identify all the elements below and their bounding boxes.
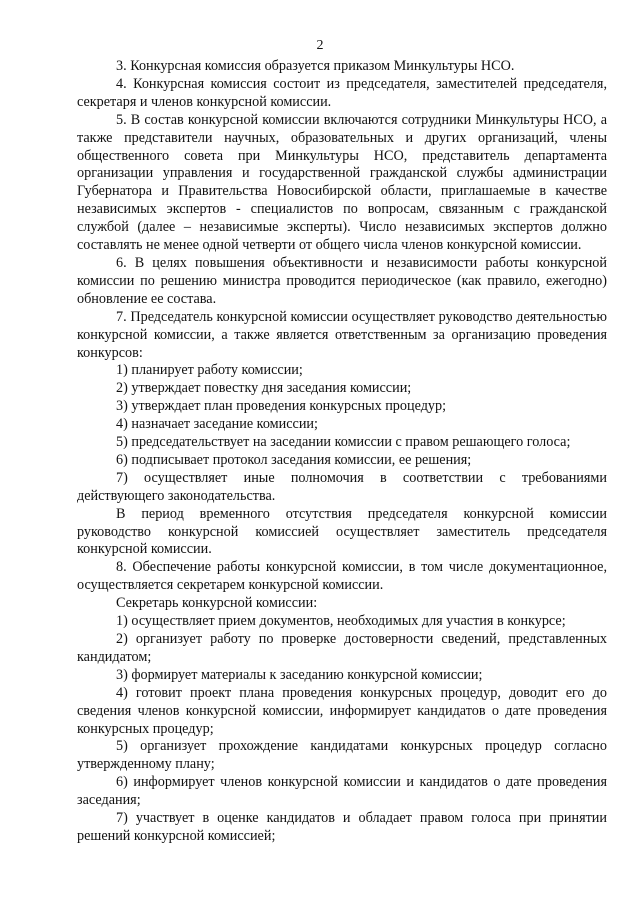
secretary-duty-3: 3) формирует материалы к заседанию конкурсной комиссии; [116, 666, 483, 683]
secretary-duty-6: 6) информирует членов конкурсной комиссии и кандидатов о дате проведения заседания; [77, 774, 607, 809]
chairman-absence-paragraph: В период временного отсутствия председателя конкурсной комиссии руководство конкурсной комиссией осуществляет заместитель председателя конкурсной комиссии. [77, 505, 607, 558]
secretary-heading: Секретарь конкурсной комиссии: [116, 595, 318, 612]
secretary-duty-7: 7) участвует в оценке кандидатов и обладает правом голоса при принятии решений конкурсной комиссией; [77, 810, 607, 844]
chairman-duty-7: 7) осуществляет иные полномочия в соответствии с требованиями действующего законодательства. [77, 469, 607, 504]
chairman-duty-4: 4) назначает заседание комиссии; [116, 416, 318, 433]
chairman-duty-1: 1) планирует работу комиссии; [116, 362, 303, 379]
chairman-duty-6: 6) подписывает протокол заседания комиссии, ее решения; [116, 451, 472, 468]
page-number: 2 [316, 38, 324, 53]
chairman-duty-3: 3) утверждает план проведения конкурсных процедур; [116, 398, 447, 415]
secretary-duty-4: 4) готовит проект плана проведения конкурсных процедур, доводит его до сведения членов конкурсной комиссии, информирует кандидатов о дате проведения конкурсных процедур; [77, 684, 607, 737]
paragraph-7: 7. Председатель конкурсной комиссии осуществляет руководство деятельностью конкурсной комиссии, а также является ответственным за организацию проведения конкурсов: [77, 308, 607, 361]
secretary-duty-1: 1) осуществляет прием документов, необходимых для участия в конкурсе; [116, 613, 566, 630]
secretary-duty-2: 2) организует работу по проверке достоверности сведений, представленных кандидатом; [77, 631, 607, 665]
paragraph-8: 8. Обеспечение работы конкурсной комиссии, в том числе документационное, осуществляется секретарем конкурсной комиссии. [77, 559, 607, 594]
paragraph-4: 4. Конкурсная комиссия состоит из председателя, заместителей председателя, секретаря и членов конкурсной комиссии. [77, 75, 607, 110]
paragraph-5: 5. В состав конкурсной комиссии включаются сотрудники Минкультуры НСО, а также представители научных, образовательных и других организаций, члены общественного совета при Минкультуры НСО, представитель департамента организации управления и государственной гражданской службы администрации Губернатора и Правительства Новосибирской области, приглашаемые в качестве независимых экспертов - специалистов по вопросам, связанным с гражданской службой (далее – независимые эксперты). Число независимых экспертов должно составлять не менее одной четверти от общего числа членов конкурсной комиссии. [77, 111, 607, 254]
document-body [77, 58, 607, 846]
secretary-duty-5: 5) организует прохождение кандидатами конкурсных процедур согласно утвержденному плану; [77, 738, 607, 773]
paragraph-6: 6. В целях повышения объективности и независимости работы конкурсной комиссии по решению министра проводится периодическое (как правило, ежегодно) обновление ее состава. [77, 254, 607, 307]
chairman-duty-5: 5) председательствует на заседании комиссии с правом решающего голоса; [116, 434, 571, 451]
paragraph-3: 3. Конкурсная комиссия образуется приказом Минкультуры НСО. [116, 58, 515, 74]
chairman-duty-2: 2) утверждает повестку дня заседания комиссии; [116, 380, 412, 397]
